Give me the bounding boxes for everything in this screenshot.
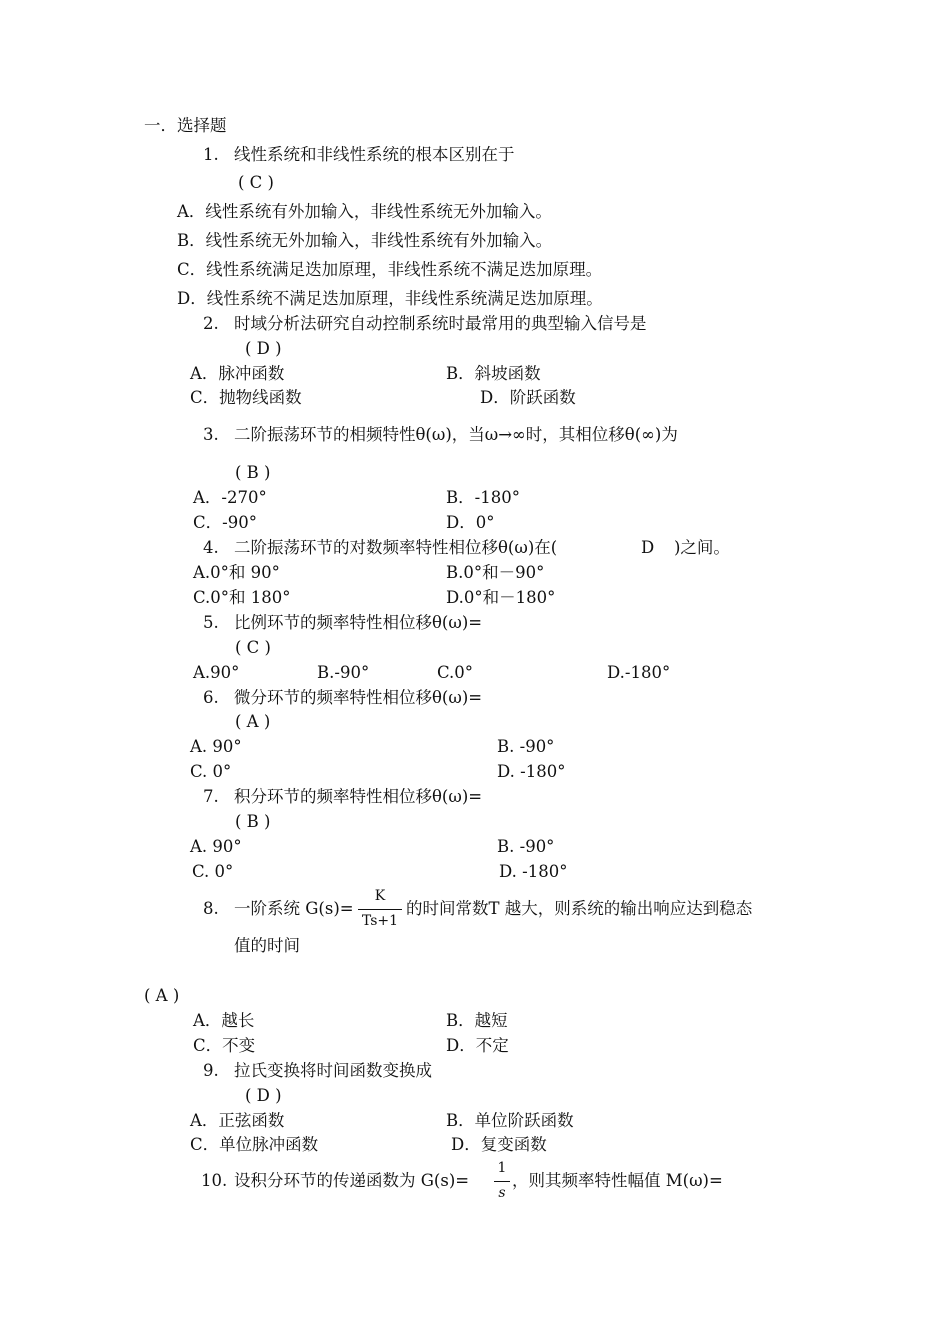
q2-number: 2. — [203, 314, 219, 333]
q8-fraction-denominator: Ts+1 — [361, 913, 399, 929]
q6-number: 6. — [203, 688, 219, 707]
q2-answer: ( D ) — [245, 339, 282, 358]
q7-option-b: B. -90° — [497, 837, 555, 856]
q7-stem: 积分环节的频率特性相位移θ(ω)= — [234, 787, 483, 806]
q5-option-a: A.90° — [193, 663, 240, 682]
q5-option-c: C.0° — [437, 663, 474, 682]
q2-stem: 时域分析法研究自动控制系统时最常用的典型输入信号是 — [234, 314, 647, 333]
q9-option-c: C．单位脉冲函数 — [190, 1135, 319, 1154]
q7-option-a: A. 90° — [190, 837, 242, 856]
q10-stem-pre: 设积分环节的传递函数为 G(s)= — [234, 1171, 470, 1190]
q8-stem-pre: 一阶系统 G(s)= — [234, 899, 354, 918]
q1-option-b: B．线性系统无外加输入，非线性系统有外加输入。 — [177, 231, 553, 250]
q5-option-d: D.-180° — [607, 663, 671, 682]
q5-stem: 比例环节的频率特性相位移θ(ω)= — [234, 613, 483, 632]
q2-option-d: D．阶跃函数 — [480, 388, 576, 407]
q1-option-d: D．线性系统不满足迭加原理，非线性系统满足迭加原理。 — [177, 289, 603, 308]
q4-stem-tail: )之间。 — [674, 538, 730, 557]
section-title: 一．选择题 — [144, 116, 227, 135]
q10-stem-post: ，则其频率特性幅值 M(ω)= — [512, 1171, 723, 1190]
q2-option-a: A．脉冲函数 — [190, 364, 285, 383]
q8-option-b: B．越短 — [446, 1011, 508, 1030]
q9-answer: ( D ) — [245, 1086, 282, 1105]
q2-option-c: C．抛物线函数 — [190, 388, 302, 407]
q9-option-d: D．复变函数 — [451, 1135, 547, 1154]
q8-option-a: A．越长 — [193, 1011, 255, 1030]
q8-number: 8. — [203, 899, 219, 918]
q6-stem: 微分环节的频率特性相位移θ(ω)= — [234, 688, 483, 707]
q8-stem-post: 的时间常数T 越大，则系统的输出响应达到稳态 — [406, 899, 753, 918]
q1-option-c: C．线性系统满足迭加原理，非线性系统不满足迭加原理。 — [177, 260, 603, 279]
q3-option-d: D．0° — [446, 513, 495, 532]
q9-option-b: B．单位阶跃函数 — [446, 1111, 574, 1130]
q3-answer: ( B ) — [235, 463, 271, 482]
q3-number: 3. — [203, 425, 219, 444]
q9-stem: 拉氏变换将时间函数变换成 — [234, 1061, 432, 1080]
q2-option-b: B．斜坡函数 — [446, 364, 541, 383]
q4-number: 4. — [203, 538, 219, 557]
q4-stem: 二阶振荡环节的对数频率特性相位移θ(ω)在( — [234, 538, 558, 557]
q4-option-b: B.0°和－90° — [446, 563, 545, 582]
q3-option-c: C．-90° — [193, 513, 257, 532]
q10-fraction — [494, 1161, 510, 1205]
q7-option-c: C. 0° — [192, 862, 234, 881]
q10-fraction-bar — [494, 1181, 510, 1182]
q7-answer: ( B ) — [235, 812, 271, 831]
q5-option-b: B.-90° — [317, 663, 370, 682]
q10-fraction-numerator: 1 — [497, 1160, 507, 1176]
q6-option-c: C. 0° — [190, 762, 232, 781]
q1-option-a: A．线性系统有外加输入，非线性系统无外加输入。 — [177, 202, 552, 221]
q10-number: 10. — [201, 1171, 228, 1190]
q1-stem: 线性系统和非线性系统的根本区别在于 — [234, 145, 515, 164]
q1-number: 1. — [203, 145, 219, 164]
q8-answer: ( A ) — [144, 986, 180, 1005]
q5-answer: ( C ) — [235, 638, 271, 657]
q9-number: 9. — [203, 1061, 219, 1080]
q4-option-a: A.0°和 90° — [193, 563, 280, 582]
q6-answer: ( A ) — [235, 712, 271, 731]
q6-option-d: D. -180° — [497, 762, 566, 781]
q7-option-d: D. -180° — [499, 862, 568, 881]
q8-fraction-numerator: K — [374, 888, 386, 904]
q8-option-d: D．不定 — [446, 1036, 509, 1055]
q5-number: 5. — [203, 613, 219, 632]
q7-number: 7. — [203, 787, 219, 806]
q8-fraction-bar — [358, 909, 402, 910]
q9-option-a: A．正弦函数 — [190, 1111, 285, 1130]
q3-option-a: A．-270° — [193, 488, 267, 507]
q8-stem-line2: 值的时间 — [234, 936, 300, 955]
q10-fraction-denominator: s — [498, 1185, 506, 1201]
q1-answer: ( C ) — [238, 173, 274, 192]
q4-option-d: D.0°和－180° — [446, 588, 556, 607]
q8-fraction — [358, 889, 402, 931]
q3-stem: 二阶振荡环节的相频特性θ(ω)，当ω→∞时，其相位移θ(∞)为 — [234, 425, 678, 444]
q6-option-a: A. 90° — [190, 737, 242, 756]
q4-answer: D — [641, 538, 655, 557]
q4-option-c: C.0°和 180° — [193, 588, 291, 607]
q6-option-b: B. -90° — [497, 737, 555, 756]
q8-option-c: C．不变 — [193, 1036, 256, 1055]
q3-option-b: B．-180° — [446, 488, 520, 507]
